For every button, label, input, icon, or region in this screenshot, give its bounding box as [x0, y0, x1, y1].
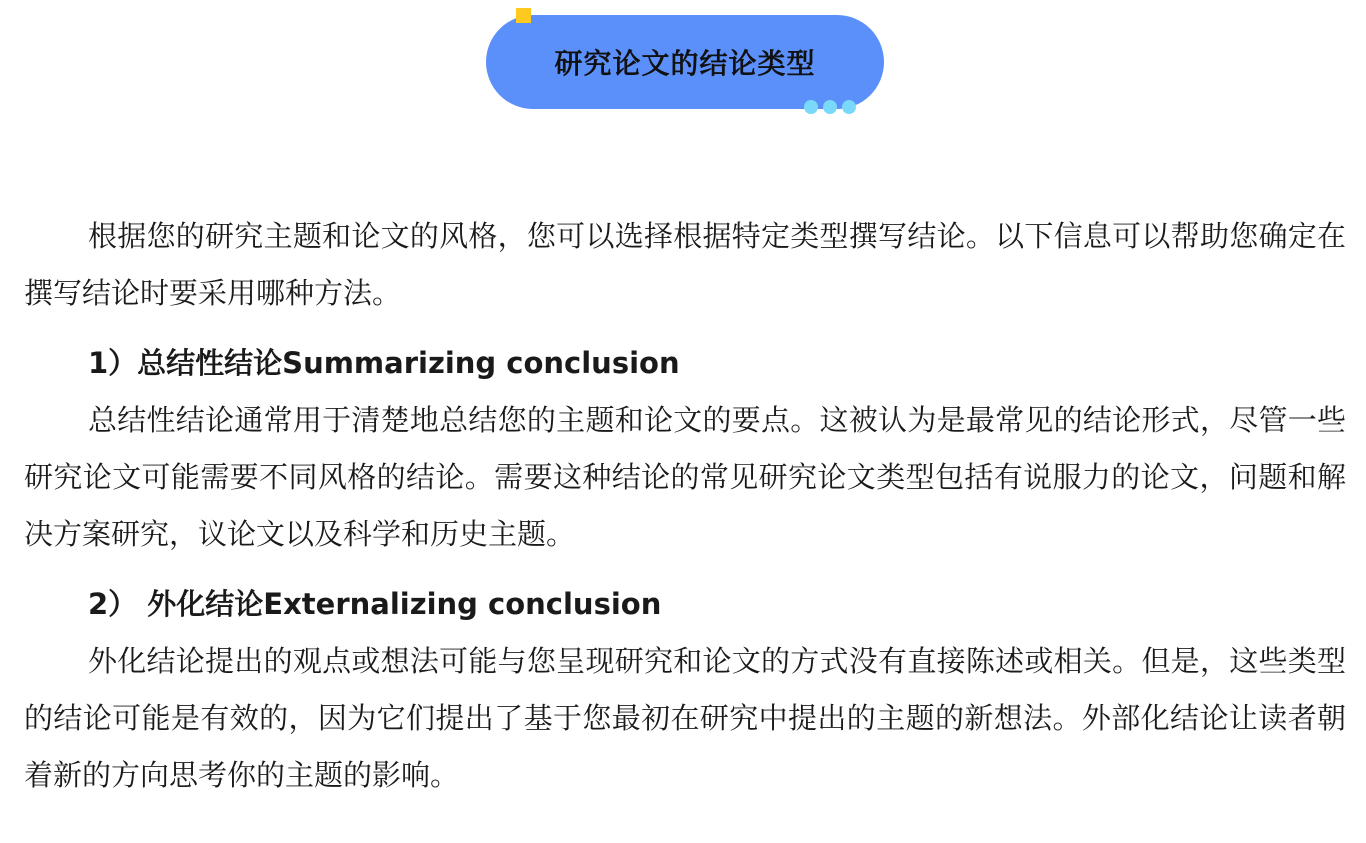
section-paragraph-externalizing: 外化结论提出的观点或想法可能与您呈现研究和论文的方式没有直接陈述或相关。但是，这些类型的结论可能是有效的，因为它们提出了基于您最初在研究中提出的主题的新想法。外部化结论让读者朝着新的方向思考你的主题的影响。	[24, 644, 1346, 792]
page-title: 研究论文的结论类型	[554, 47, 816, 80]
dot-icon	[842, 100, 856, 114]
section-paragraph-summarizing: 总结性结论通常用于清楚地总结您的主题和论文的要点。这被认为是最常见的结论形式，尽管一些研究论文可能需要不同风格的结论。需要这种结论的常见研究论文类型包括有说服力的论文，问题和解决方案研究，议论文以及科学和历史主题。	[24, 403, 1346, 551]
decorative-dots-icon	[804, 100, 856, 114]
decorative-square-icon	[516, 8, 531, 23]
section-heading-externalizing: 2） 外化结论Externalizing conclusion	[88, 587, 662, 621]
title-pill	[486, 15, 884, 109]
intro-paragraph: 根据您的研究主题和论文的风格，您可以选择根据特定类型撰写结论。以下信息可以帮助您确定在撰写结论时要采用哪种方法。	[24, 219, 1346, 310]
dot-icon	[823, 100, 837, 114]
dot-icon	[804, 100, 818, 114]
section-heading-summarizing: 1）总结性结论Summarizing conclusion	[88, 346, 680, 380]
title-banner	[486, 15, 884, 109]
article-body	[24, 208, 1346, 804]
